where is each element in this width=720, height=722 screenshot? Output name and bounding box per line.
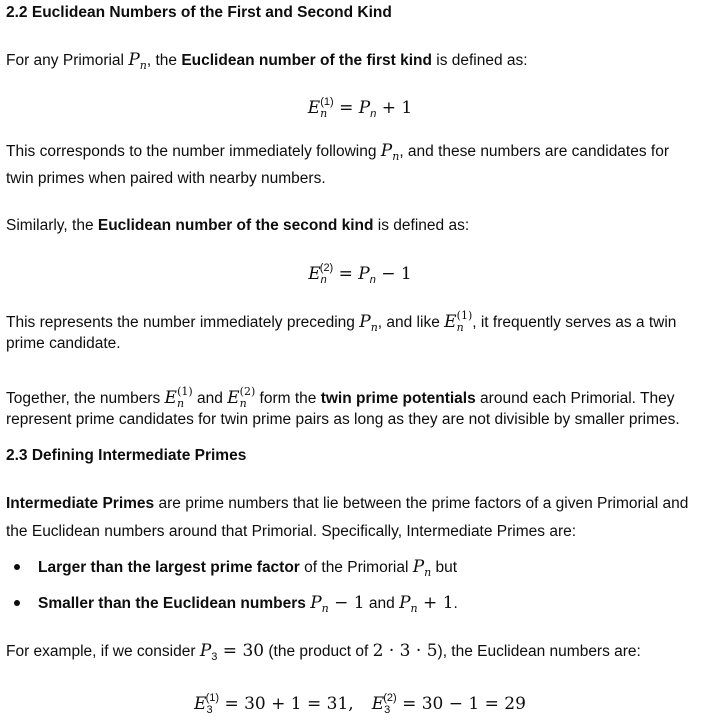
bullet-dot (14, 600, 20, 606)
equation-second-kind: $E_n^{(2)} = P_n - 1$ (308, 262, 412, 286)
bullet-dot (14, 564, 20, 570)
paragraph-preceding: This represents the number immediately preceding $P_n$, and like $E_n^{(1)}$, it frequently serves as a twin (6, 309, 677, 334)
bold-term: Euclidean number of the second kind (97, 217, 374, 234)
paragraph-together-line2: represent prime candidates for twin prime pairs as long as they are not divisible by smaller primes. (6, 411, 680, 428)
paragraph-preceding-line2: prime candidate. (6, 335, 121, 352)
equation-first-kind: $E_n^{(1)} = P_n + 1$ (307, 96, 413, 120)
math-p: $P_n$ (380, 141, 400, 163)
paragraph-first-kind (6, 50, 528, 76)
paragraph-intermediate: Intermediate Primes are prime numbers that lie between the prime factors of a given Primorial and (6, 495, 689, 512)
paragraph-together: Together, the numbers $E_n^{(1)}$ and $E_n^{(2)}$ form the twin prime potentials around each Primorial. They (6, 385, 675, 410)
paragraph-following-line2: twin primes when paired with nearby numbers. (6, 170, 326, 187)
paragraph-second-kind: Similarly, the Euclidean number of the second kind is defined as: (6, 217, 470, 234)
bold-term: Intermediate Primes (6, 495, 155, 512)
heading-2-3: 2.3 Defining Intermediate Primes (6, 447, 247, 464)
text: For any Primorial (6, 52, 129, 69)
text: , the (146, 52, 182, 69)
heading-2-2: 2.2 Euclidean Numbers of the First and Second Kind (6, 4, 392, 21)
bold-term: Euclidean number of the first kind (181, 52, 432, 69)
bullet-item-larger: Larger than the largest prime factor of the Primorial $P_n$ but (38, 557, 458, 579)
bold-term: twin prime potentials (320, 390, 476, 407)
math-p: $P_n$ (128, 50, 147, 72)
paragraph-intermediate-line2: the Euclidean numbers around that Primorial. Specifically, Intermediate Primes are: (6, 523, 577, 540)
paragraph-following: This corresponds to the number immediately following $P_n$, and these numbers are candidates for (6, 141, 670, 163)
paragraph-example: For example, if we consider $P_3 = 30$ (the product of 2 · 3 · 5), the Euclidean numbers are: (6, 641, 641, 663)
equation-example: $E_3^{(1)} = 30 + 1 = 31$, $E_3^{(2)} = 30 - 1 = 29$ (194, 692, 526, 716)
text: is defined as: (431, 52, 528, 69)
bullet-item-smaller: Smaller than the Euclidean numbers $P_n - 1$ and $P_n + 1$. (38, 593, 458, 615)
